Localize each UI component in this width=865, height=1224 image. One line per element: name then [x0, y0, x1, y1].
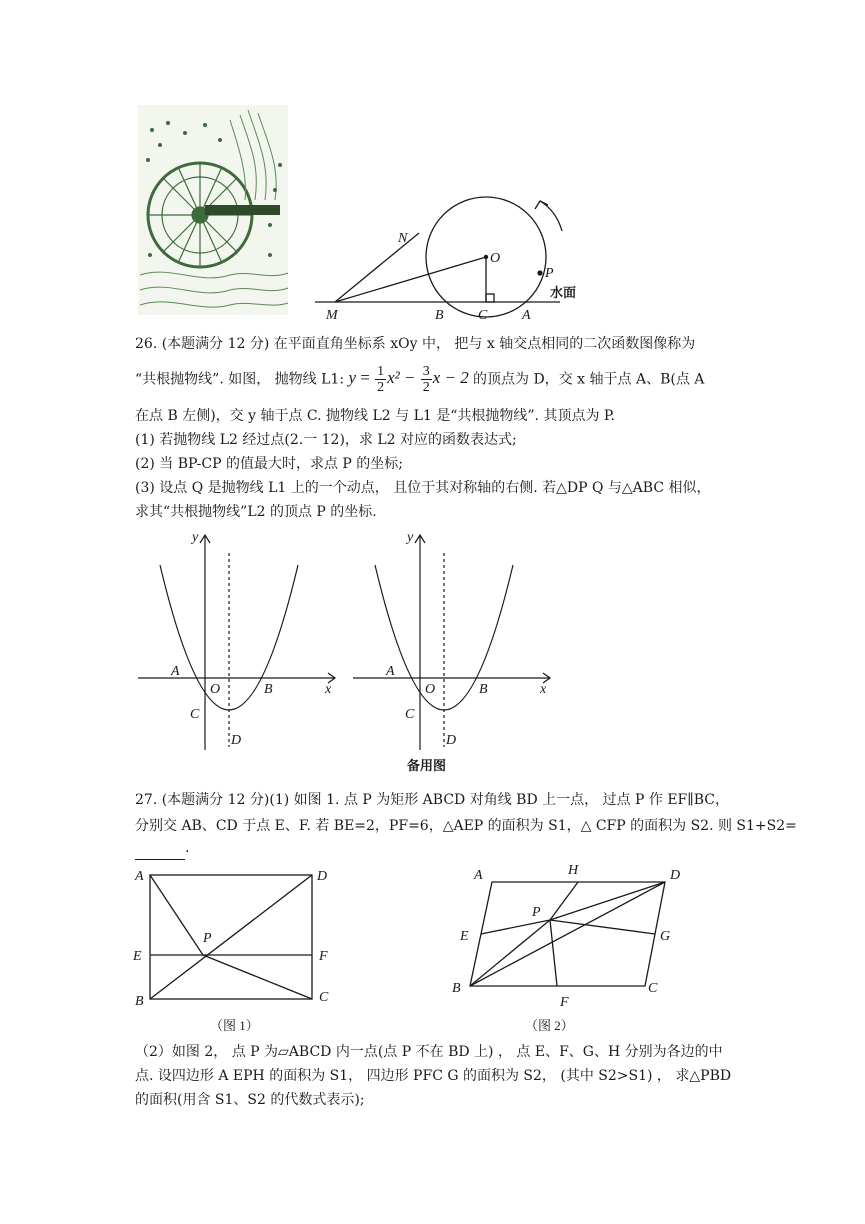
label-B: B — [435, 308, 444, 323]
fig1-label-E: E — [133, 949, 142, 964]
fig2-label-D: D — [670, 868, 681, 883]
q27-part2a: （2）如图 2， 点 P 为▱ABCD 内一点(点 P 不在 BD 上) ， 点 E、F、G、H 分别为各边的中 — [135, 1044, 723, 1060]
q26-intro: 26. (本题满分 12 分) 在平面直角坐标系 xOy 中， 把与 x 轴交点相同的二次函数图像称为 — [135, 336, 696, 352]
fig2-label-H: H — [568, 863, 579, 878]
backup-figure-caption: 备用图 — [407, 758, 447, 773]
q26-line3: 在点 B 左侧)，交 y 轴于点 C. 抛物线 L2 与 L1 是“共根抛物线”. 其顶点为 P. — [135, 408, 615, 424]
parabola-figure-backup — [345, 525, 560, 780]
axis-label-x: x — [325, 682, 332, 697]
q27-line1: 27. (本题满分 12 分)(1) 如图 1. 点 P 为矩形 ABCD 对角线 BD 上一点， 过点 P 作 EF∥BC， — [135, 792, 730, 808]
q27-line2: 分别交 AB、CD 于点 E、F. 若 BE=2，PF=6，△AEP 的面积为 S1，△ CFP 的面积为 S2. 则 S1+S2= — [135, 818, 797, 834]
point-label-B: B — [479, 682, 488, 697]
line-MO — [335, 257, 486, 302]
water-wheel-illustration — [138, 105, 288, 315]
fig1-label-B: B — [135, 994, 144, 1009]
fig2-caption: （图 2） — [525, 1018, 574, 1033]
point-label-D: D — [231, 733, 242, 748]
point-label-C: C — [405, 707, 415, 722]
point-O — [484, 255, 488, 259]
q26-line2-prefix: “共根抛物线”. 如图， 抛物线 L1: — [135, 371, 345, 388]
fraction-three-halves: $\frac{3}{2}$ — [422, 364, 430, 395]
point-label-A: A — [386, 664, 395, 679]
fig2-label-E: E — [460, 929, 469, 944]
water-surface-label: 水面 — [550, 285, 577, 300]
fig1-label-D: D — [317, 869, 328, 884]
fig1-caption: （图 1） — [210, 1018, 259, 1033]
point-label-B: B — [264, 682, 273, 697]
answer-blank[interactable] — [135, 843, 185, 860]
q26-part1: (1) 若抛物线 L2 经过点(2.一 12)，求 L2 对应的函数表达式; — [135, 432, 517, 448]
figure-2-parallelogram — [440, 860, 695, 1040]
q26-part2: (2) 当 BP-CP 的值最大时，求点 P 的坐标; — [135, 456, 404, 472]
axis-label-y: y — [192, 530, 199, 545]
q27-part2c: 的面积(用含 S1、S2 的代数式表示); — [135, 1092, 365, 1108]
q26-formula: y = $\frac{1}{2}$ x² − $\frac{3}{2}$ x − 2 — [348, 364, 469, 395]
fig2-label-C: C — [648, 981, 658, 996]
fig1-label-F: F — [319, 949, 328, 964]
fig2-label-B: B — [452, 981, 461, 996]
fig2-label-G: G — [660, 929, 671, 944]
label-P: P — [545, 266, 554, 281]
fraction-one-half: $\frac{1}{2}$ — [377, 364, 385, 395]
q27-line3: . — [135, 836, 735, 860]
fig2-label-P: P — [532, 905, 541, 920]
rotation-arrow — [540, 201, 562, 231]
point-P — [537, 270, 542, 275]
point-label-C: C — [190, 707, 200, 722]
right-angle-mark — [486, 294, 494, 302]
fig2-label-A: A — [474, 868, 483, 883]
point-label-D: D — [446, 733, 457, 748]
q27-part2b: 点. 设四边形 A EPH 的面积为 S1， 四边形 PFC G 的面积为 S2， (其中 S2>S1) ， 求△PBD — [135, 1068, 732, 1084]
q26-part3b: 求其“共根抛物线”L2 的顶点 P 的坐标. — [135, 504, 377, 520]
label-O: O — [490, 251, 501, 266]
axis-label-x: x — [540, 682, 547, 697]
fig1-label-A: A — [135, 869, 144, 884]
fig1-label-C: C — [319, 990, 329, 1005]
label-A: A — [522, 308, 531, 323]
point-label-A: A — [171, 664, 180, 679]
q26-line2-suffix: 的顶点为 D，交 x 轴于点 A、B(点 A — [473, 371, 705, 388]
figure-1-rectangle — [125, 860, 355, 1040]
label-N: N — [398, 231, 408, 246]
point-label-O: O — [425, 682, 436, 697]
fig2-label-F: F — [560, 995, 569, 1010]
axis-label-y: y — [407, 530, 414, 545]
q26-part3a: (3) 设点 Q 是抛物线 L1 上的一个动点， 且位于其对称轴的右侧. 若△DP Q 与△ABC 相似， — [135, 480, 711, 496]
circle-geometry — [315, 197, 562, 317]
label-M: M — [326, 308, 338, 323]
label-C: C — [478, 308, 488, 323]
point-label-O: O — [210, 682, 221, 697]
q26-line2 — [135, 364, 735, 395]
fig1-label-P: P — [203, 931, 212, 946]
parabola-figure-1 — [130, 525, 345, 755]
water-wheel-figure — [130, 105, 600, 325]
